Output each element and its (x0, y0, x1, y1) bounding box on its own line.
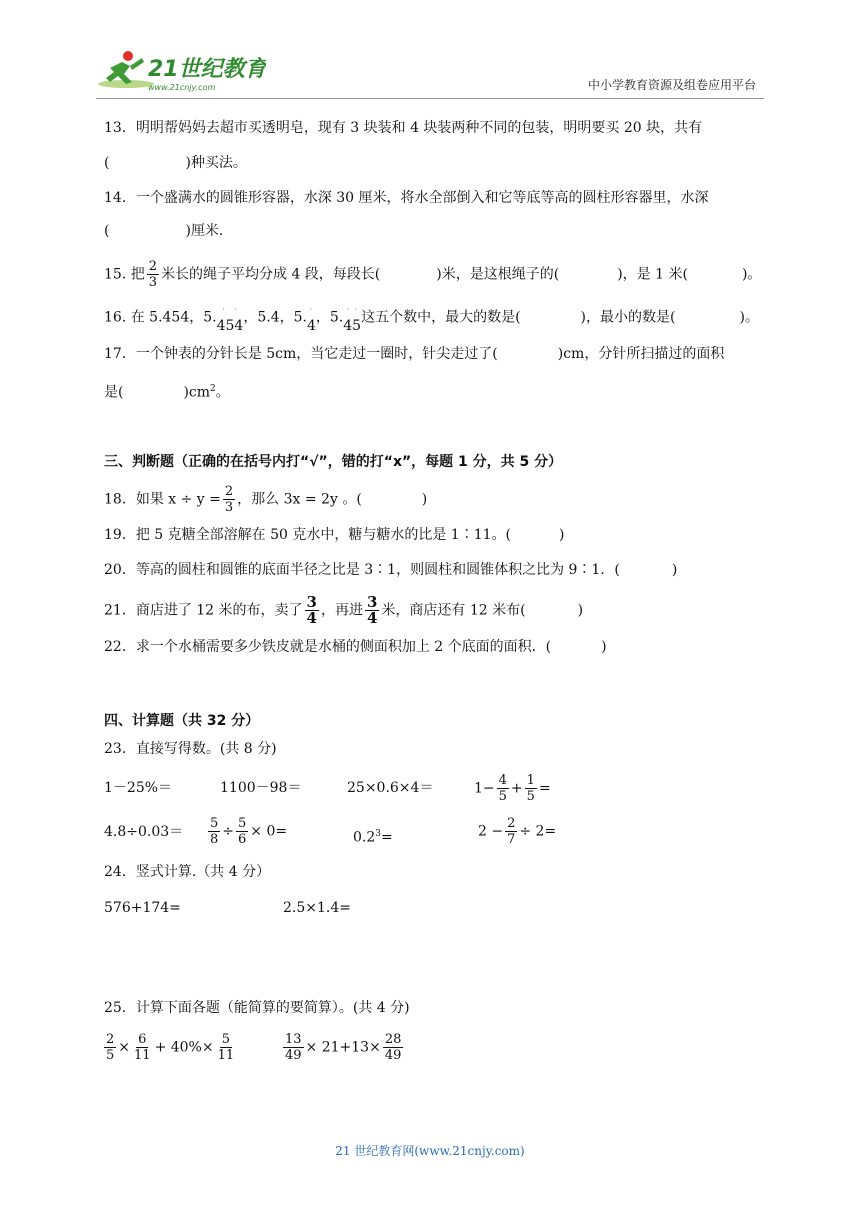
q19-text: 19．把 5 克糖全部溶解在 50 克水中，糖与糖水的比是 1∶11。( (104, 527, 511, 543)
calc-item (281, 1032, 405, 1063)
frac-den: 6 (238, 832, 247, 847)
calc-part: 0.2 (353, 829, 376, 846)
calc-item: 576+174= (104, 900, 181, 916)
repeating-decimal (306, 305, 316, 334)
footer-link[interactable]: 21 世纪教育网(www.21cnjy.com) (335, 1144, 525, 1158)
q15-part: 15. 把 (104, 266, 145, 283)
q13-cont: 种买法。 (190, 155, 247, 171)
fraction (104, 1032, 116, 1063)
frac-num: 4 (498, 773, 507, 788)
calc-item: 1－25%＝ (104, 780, 173, 796)
calc-item: 4.8÷0.03＝ (104, 824, 184, 840)
calc-part: + 40%× (154, 1039, 214, 1056)
q15-part: )。 (741, 266, 762, 283)
frac-num: 5 (210, 816, 219, 831)
calc-item (478, 816, 556, 847)
frac-den: 11 (134, 1048, 151, 1063)
q14-cont: 厘米. (190, 223, 224, 239)
question-14 (104, 188, 709, 208)
q16-part: )。 (739, 309, 759, 326)
question-13 (104, 118, 702, 138)
q20-text: 20．等高的圆柱和圆锥的底面半径之比是 3∶1，则圆柱和圆锥体积之比为 9∶1．( (104, 562, 620, 578)
fraction (208, 816, 220, 847)
fraction (505, 816, 517, 847)
fraction (365, 595, 379, 626)
q19-end: ) (558, 527, 565, 543)
section-4-title: 四、计算题（共 32 分） (104, 713, 260, 729)
q21-part: 21．商店进了 12 米的布，卖了 (104, 602, 303, 619)
frac-num: 5 (238, 816, 247, 831)
frac-den: 49 (285, 1048, 302, 1063)
calc-part: × (118, 1039, 131, 1056)
calc-part: 1− (474, 780, 495, 797)
calc-item (474, 773, 551, 804)
q15-part: )，是 1 米( (617, 266, 688, 283)
repeating-decimal (343, 305, 362, 334)
frac-den: 4 (366, 609, 378, 627)
site-logo (96, 46, 266, 96)
frac-num: 2 (224, 484, 234, 499)
frac-den: 5 (498, 789, 507, 804)
frac-den: 5 (106, 1048, 115, 1063)
question-14-cont: ( )厘米. (104, 223, 224, 239)
q17-part: 是( (104, 384, 124, 401)
calc-item: 25×0.6×4＝ (347, 780, 434, 796)
repeat-dots: · · (222, 305, 238, 315)
fraction (132, 1032, 153, 1063)
frac-den: 7 (507, 832, 516, 847)
fraction (216, 1032, 237, 1063)
runner-logo-icon (96, 46, 266, 96)
q17-part: )cm (183, 384, 211, 401)
calc-part: 2 − (478, 823, 504, 840)
q21-part: 米，商店还有 12 米布( (381, 602, 526, 619)
q17-part: 。 (215, 384, 230, 401)
question-25-title: 25．计算下面各题（能简算的要简算）。(共 4 分) (104, 1000, 410, 1016)
calc-item (353, 824, 393, 848)
q15-part: )米，是这根绳子的( (436, 266, 560, 283)
question-23-title: 23．直接写得数。(共 8 分) (104, 741, 277, 757)
question-20 (104, 560, 677, 580)
question-19 (104, 525, 564, 545)
frac-num: 1 (526, 773, 535, 788)
question-18 (104, 484, 427, 515)
q17-mid: )cm，分针所扫描过的面积 (557, 346, 725, 362)
calc-part: × 0= (250, 823, 288, 840)
calc-part: = (538, 780, 551, 797)
question-24-title: 24．竖式计算.（共 4 分） (104, 864, 271, 880)
frac-den: 3 (148, 275, 157, 290)
superscript: 2 (210, 384, 216, 394)
q16-part: 16. 在 5.454，5. (104, 309, 217, 326)
repeat-digits: 45 (343, 318, 362, 334)
q16-part: ，5. (315, 309, 344, 326)
frac-den: 5 (526, 789, 535, 804)
frac-den: 8 (210, 832, 219, 847)
calc-part: + (510, 780, 523, 797)
frac-den: 49 (384, 1048, 402, 1063)
fraction (525, 773, 537, 804)
q18-part: 18．如果 x ÷ y = (104, 491, 221, 508)
platform-name: 中小学教育资源及组卷应用平台 (587, 78, 756, 92)
fraction (497, 773, 509, 804)
question-21 (104, 595, 583, 626)
header-divider (96, 98, 764, 99)
q16-part: ，5.4，5. (243, 309, 307, 326)
frac-num: 6 (138, 1032, 147, 1047)
repeat-dots: · · (346, 305, 358, 315)
q18-part: ) (421, 491, 428, 508)
frac-den: 11 (217, 1048, 235, 1063)
calc-part: = (381, 829, 393, 846)
frac-num: 5 (221, 1032, 230, 1047)
section-3-title: 三、判断题（正确的在括号内打“√”，错的打“x”，每题 1 分，共 5 分） (104, 454, 563, 470)
repeat-digits: 454 (216, 318, 244, 334)
fraction (383, 1032, 404, 1063)
logo-text: 21世纪教育 (148, 57, 266, 82)
q14-text: 14．一个盛满水的圆锥形容器，水深 30 厘米，将水全部倒入和它等底等高的圆柱形容器里，水深 (104, 190, 709, 206)
calc-item (102, 1032, 238, 1063)
q17-text: 17．一个钟表的分针长是 5cm，当它走过一圈时，针尖走过了( (104, 346, 498, 362)
calc-part: ÷ 2= (519, 823, 557, 840)
repeat-dots: · (309, 305, 314, 315)
frac-num: 2 (148, 259, 157, 274)
q18-part: ，那么 3x = 2y 。( (237, 491, 362, 508)
q22-end: ) (601, 639, 607, 655)
frac-num: 3 (306, 593, 317, 611)
q21-part: ) (577, 602, 584, 619)
fraction (236, 816, 248, 847)
question-17-cont (104, 379, 230, 403)
fraction (223, 484, 235, 515)
q22-text: 22．求一个水桶需要多少铁皮就是水桶的侧面积加上 2 个底面的面积．( (104, 639, 552, 655)
question-15 (104, 259, 761, 290)
q16-part: 这五个数中，最大的数是( (361, 309, 521, 326)
frac-num: 28 (384, 1032, 402, 1047)
frac-den: 3 (224, 500, 234, 515)
q15-part: 米长的绳子平均分成 4 段，每段长( (161, 266, 381, 283)
calc-part: × 21+13× (305, 1039, 381, 1056)
question-22 (104, 637, 607, 657)
logo-url: www.21cnjy.com (148, 83, 216, 92)
repeating-decimal (216, 305, 244, 334)
frac-num: 2 (507, 816, 516, 831)
calc-item (206, 816, 287, 847)
frac-den: 4 (306, 609, 317, 627)
frac-num: 3 (366, 593, 378, 611)
repeat-digits: 4 (306, 318, 316, 334)
calc-part: ÷ (222, 823, 235, 840)
question-13-cont: ( )种买法。 (104, 155, 247, 171)
fraction (305, 595, 319, 626)
q21-part: ，再进 (320, 602, 363, 619)
fraction (283, 1032, 304, 1063)
question-17 (104, 344, 724, 364)
superscript: 3 (375, 829, 381, 839)
q20-end: ) (671, 562, 678, 578)
q16-part: )，最小的数是( (580, 309, 676, 326)
question-16 (104, 305, 759, 334)
q13-text: 13．明明帮妈妈去超市买透明皂，现有 3 块装和 4 块装两种不同的包装，明明要买 20 块，共有 (104, 120, 703, 136)
frac-num: 13 (285, 1032, 302, 1047)
calc-item: 2.5×1.4= (283, 900, 351, 916)
calc-item: 1100－98＝ (220, 780, 302, 796)
fraction (147, 259, 159, 290)
frac-num: 2 (106, 1032, 115, 1047)
